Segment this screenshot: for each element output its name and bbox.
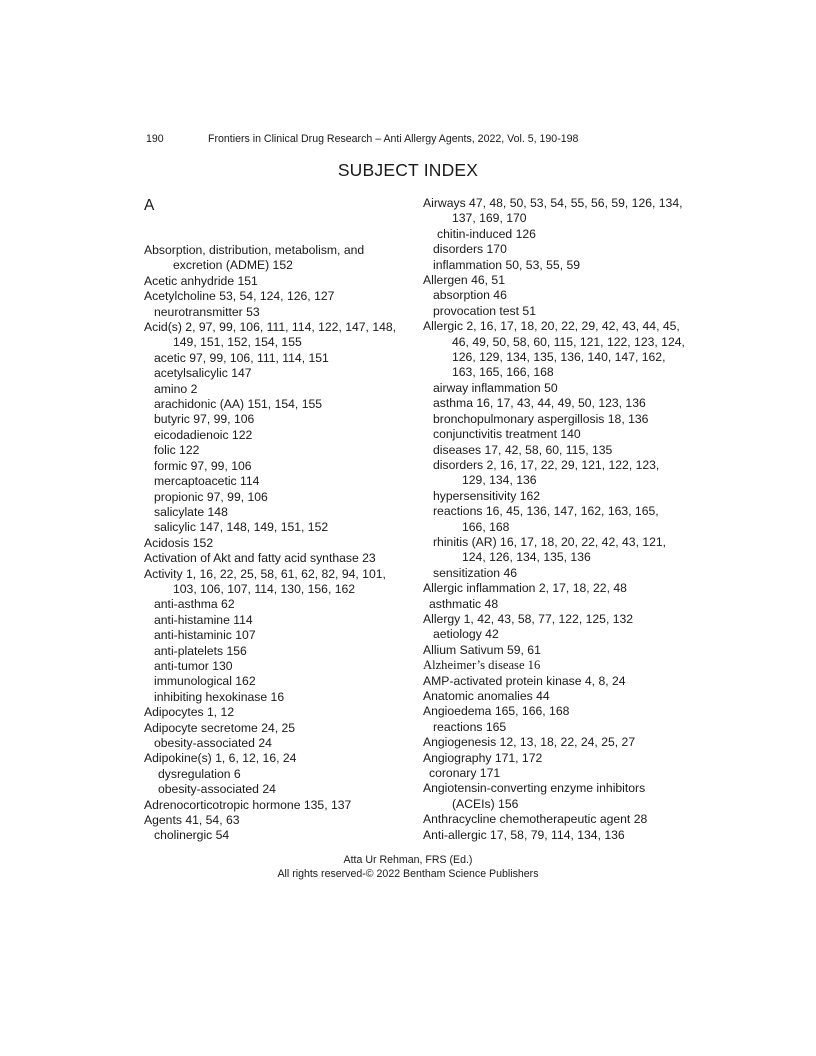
- index-entry: Agents 41, 54, 63: [144, 813, 240, 828]
- running-title: Frontiers in Clinical Drug Research – Anti Allergy Agents, 2022, Vol. 5, 190-198: [208, 133, 579, 145]
- index-entry: Airways 47, 48, 50, 53, 54, 55, 56, 59, 126, 134, 137, 169, 170: [423, 196, 683, 226]
- index-entry: Acetylcholine 53, 54, 124, 126, 127: [144, 289, 335, 304]
- index-entry: Alzheimer’s disease 16: [423, 658, 541, 673]
- index-entry: Allergic inflammation 2, 17, 18, 22, 48: [423, 581, 627, 596]
- index-entry: Adipocyte secretome 24, 25: [144, 720, 296, 735]
- index-subentry: acetic 97, 99, 106, 111, 114, 151: [154, 350, 329, 365]
- index-subentry: diseases 17, 42, 58, 60, 115, 135: [433, 442, 613, 457]
- index-subentry: disorders 2, 16, 17, 22, 29, 121, 122, 123, 129, 134, 136: [433, 457, 660, 488]
- index-subentry: folic 122: [154, 443, 200, 458]
- index-subentry: anti-histaminic 107: [154, 628, 256, 643]
- running-header: [146, 133, 578, 145]
- index-subentry: chitin-induced 126: [437, 226, 536, 241]
- index-entry: Allergic 2, 16, 17, 18, 20, 22, 29, 42, 43, 44, 45, 46, 49, 50, 58, 60, 115, 121, 122, 123, 124, 126, 129, 134, 135, 136, 140, 147, 162, 163, 165, 166, 168: [423, 319, 685, 380]
- index-entry: Anatomic anomalies 44: [423, 689, 550, 703]
- index-subentry: coronary 171: [429, 766, 501, 781]
- page-title: SUBJECT INDEX: [337, 160, 479, 180]
- index-subentry: butyric 97, 99, 106: [154, 412, 255, 427]
- index-subentry: airway inflammation 50: [433, 380, 558, 395]
- index-entry: Angioedema 165, 166, 168: [423, 704, 570, 719]
- index-entry: Adipokine(s) 1, 6, 12, 16, 24: [144, 751, 297, 766]
- index-subentry: salicylic 147, 148, 149, 151, 152: [154, 520, 329, 535]
- index-subentry: anti-asthma 62: [154, 597, 235, 612]
- index-entry: Allium Sativum 59, 61: [423, 642, 541, 657]
- index-entry: Adrenocorticotropic hormone 135, 137: [144, 797, 352, 812]
- index-entry: Allergy 1, 42, 43, 58, 77, 122, 125, 132: [423, 611, 634, 626]
- index-subentry: obesity-associated 24: [154, 736, 272, 750]
- index-subentry: cholinergic 54: [154, 828, 230, 843]
- footer-editor: Atta Ur Rehman, FRS (Ed.): [343, 854, 473, 866]
- index-subentry: anti-platelets 156: [154, 643, 247, 658]
- footer-rights: All rights reserved-© 2022 Bentham Science Publishers: [277, 868, 539, 880]
- index-subentry: anti-histamine 114: [154, 612, 253, 627]
- index-column-left: [144, 233, 406, 844]
- index-subentry: asthmatic 48: [429, 596, 499, 611]
- index-subentry: formic 97, 99, 106: [154, 458, 252, 473]
- index-subentry: bronchopulmonary aspergillosis 18, 136: [433, 411, 649, 426]
- index-subentry: reactions 165: [433, 719, 507, 734]
- index-entry: Angiography 171, 172: [423, 750, 543, 765]
- index-entry: Absorption, distribution, metabolism, and excretion (ADME) 152: [144, 243, 365, 273]
- index-entry: Angiotensin-converting enzyme inhibitors (ACEIs) 156: [423, 781, 646, 811]
- index-entry: Adipocytes 1, 12: [144, 705, 235, 720]
- index-subentry: provocation test 51: [433, 303, 536, 318]
- index-subentry: asthma 16, 17, 43, 44, 49, 50, 123, 136: [433, 396, 646, 411]
- index-subentry: salicylate 148: [154, 504, 228, 519]
- index-entry: Anti-allergic 17, 58, 79, 114, 134, 136: [423, 827, 625, 842]
- index-subentry: dysregulation 6: [158, 766, 241, 781]
- index-subentry: amino 2: [154, 381, 198, 396]
- index-entry: AMP-activated protein kinase 4, 8, 24: [423, 673, 626, 688]
- index-subentry: obesity-associated 24: [158, 782, 276, 797]
- page-footer: [0, 853, 816, 881]
- index-subentry: arachidonic (AA) 151, 154, 155: [154, 397, 323, 412]
- index-subentry: immunological 162: [154, 674, 256, 689]
- index-subentry: rhinitis (AR) 16, 17, 18, 20, 22, 42, 43, 121, 124, 126, 134, 135, 136: [433, 534, 667, 565]
- index-subentry: aetiology 42: [433, 627, 499, 642]
- index-entry: Acetic anhydride 151: [144, 273, 258, 288]
- index-subentry: neurotransmitter 53: [154, 304, 260, 319]
- index-subentry: mercaptoacetic 114: [154, 474, 260, 489]
- index-subentry: disorders 170: [433, 242, 507, 257]
- index-subentry: inhibiting hexokinase 16: [154, 689, 285, 704]
- index-subentry: anti-tumor 130: [154, 658, 233, 673]
- index-subentry: conjunctivitis treatment 140: [433, 427, 581, 442]
- index-subentry: eicodadienoic 122: [154, 427, 253, 442]
- index-subentry: absorption 46: [433, 288, 507, 303]
- index-subentry: inflammation 50, 53, 55, 59: [433, 257, 581, 272]
- index-subentry: hypersensitivity 162: [433, 488, 541, 503]
- index-entry: Activity 1, 16, 22, 25, 58, 61, 62, 82, 94, 101, 103, 106, 107, 114, 130, 156, 162: [144, 566, 386, 596]
- index-subentry: sensitization 46: [433, 565, 518, 580]
- section-letter: A: [144, 197, 155, 214]
- index-subentry: acetylsalicylic 147: [154, 366, 252, 381]
- index-entry: Angiogenesis 12, 13, 18, 22, 24, 25, 27: [423, 735, 636, 750]
- page-number: 190: [146, 133, 164, 145]
- index-entry: Acidosis 152: [144, 535, 214, 550]
- index-subentry: reactions 16, 45, 136, 147, 162, 163, 165, 166, 168: [433, 504, 659, 534]
- index-entry: Anthracycline chemotherapeutic agent 28: [423, 812, 648, 827]
- index-entry: Activation of Akt and fatty acid synthase 23: [144, 551, 376, 566]
- index-column-right: [423, 196, 685, 843]
- index-entry: Acid(s) 2, 97, 99, 106, 111, 114, 122, 147, 148, 149, 151, 152, 154, 155: [144, 320, 397, 350]
- index-entry: Allergen 46, 51: [423, 273, 505, 288]
- index-subentry: propionic 97, 99, 106: [154, 489, 268, 504]
